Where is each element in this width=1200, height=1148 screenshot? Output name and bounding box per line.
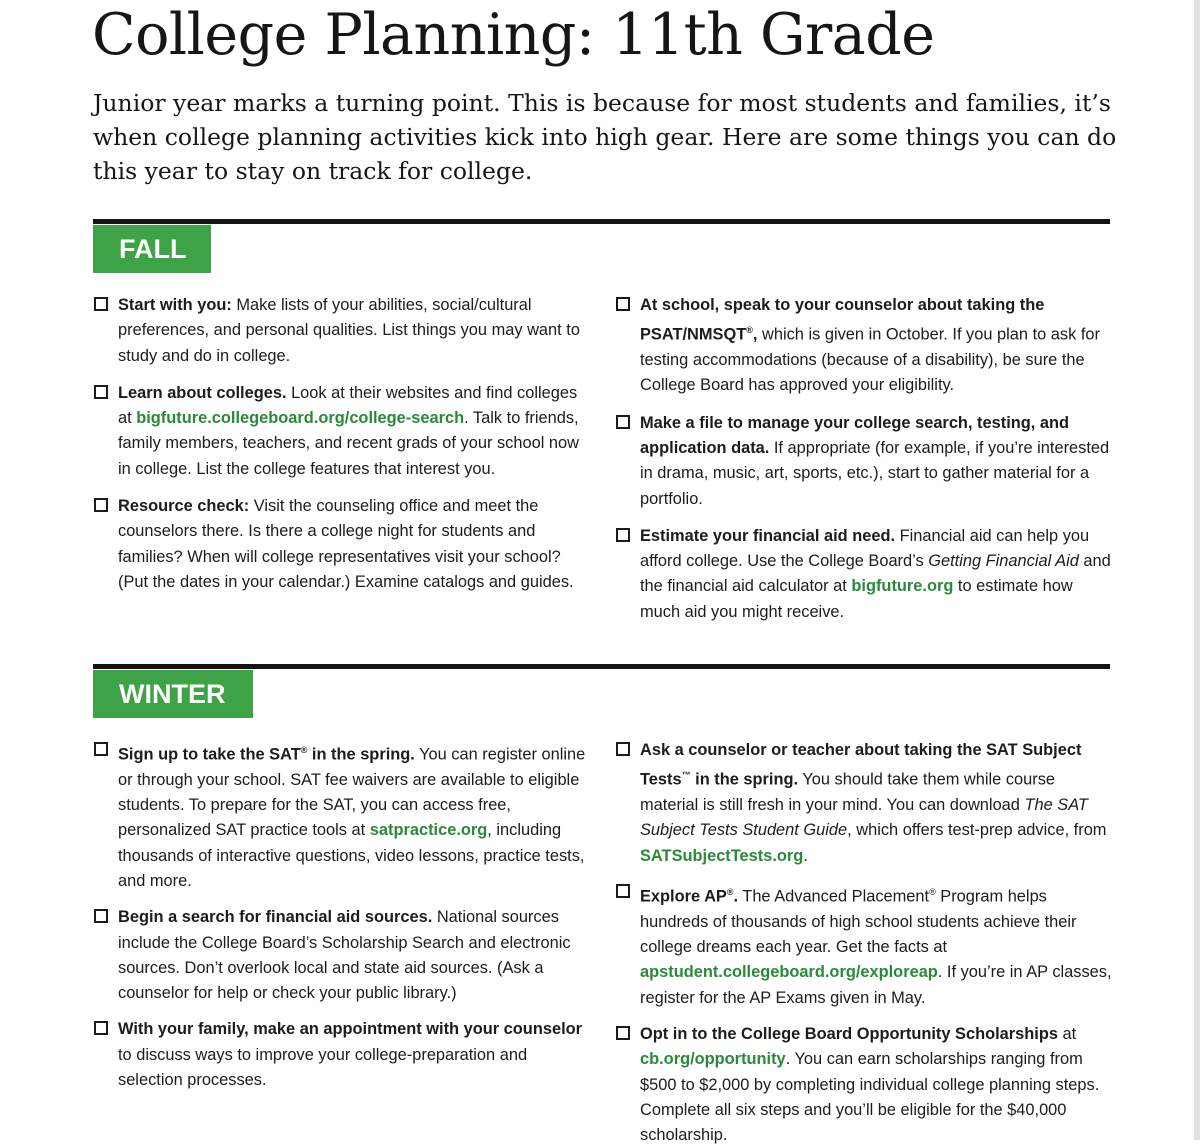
checklist-item-financial-aid-need: Estimate your financial aid need. Financial aid can help you afford college. Use the College Board’s Getting Financial Aid and the financial aid calculator at bigfuture.org to estimate how much aid you might receive. <box>615 524 1115 625</box>
fall-right-column <box>615 293 1115 625</box>
checklist-item-resource-check: Resource check: Visit the counseling office and meet the counselors there. Is there a college night for students and families? When will college representatives visit your school? (Put the dates in your calendar.) Examine catalogs and guides. <box>93 494 593 595</box>
checklist-item-financial-aid-sources: Begin a search for financial aid sources. National sources include the College Board’s Scholarship Search and electronic sources. Don’t overlook local and state aid sources. (Ask a counselor for help or check your public library.) <box>93 905 593 1006</box>
bigfuture-link[interactable]: bigfuture.org <box>851 577 954 596</box>
cb-opportunity-link[interactable]: cb.org/opportunity <box>640 1050 786 1069</box>
checklist-item-sat-subject-tests: Ask a counselor or teacher about taking the SAT Subject Tests™ in the spring. You should take them while course material is still fresh in your mind. You can download The SAT Subject Tests Student Guide, which offers test-prep advice, from SATSubjectTests.org. <box>615 738 1115 869</box>
checkbox-icon[interactable] <box>94 1021 108 1035</box>
checkbox-icon[interactable] <box>94 909 108 923</box>
winter-right-column <box>615 738 1115 1148</box>
checkbox-icon[interactable] <box>94 498 108 512</box>
page-title: College Planning: 11th Grade <box>92 2 935 68</box>
checklist-item-explore-ap: Explore AP®. The Advanced Placement® Program helps hundreds of thousands of high school students achieve their college dreams each year. Get the facts at apstudent.collegeboard.org/exploreap. If you’re in AP classes, register for the AP Exams given in May. <box>615 880 1115 1011</box>
checkbox-icon[interactable] <box>616 415 630 429</box>
college-search-link[interactable]: bigfuture.collegeboard.org/college-search <box>136 409 465 428</box>
sat-subject-tests-link[interactable]: SATSubjectTests.org <box>640 846 804 865</box>
fall-left-column <box>93 293 593 595</box>
checklist-item-make-a-file: Make a file to manage your college search, testing, and application data. If appropriate (for example, if you’re interested in drama, music, art, sports, etc.), start to gather material for a portfolio. <box>615 411 1115 512</box>
fall-heading: FALL <box>93 225 211 273</box>
checkbox-icon[interactable] <box>616 528 630 542</box>
checklist-item-start-with-you: Start with you: Make lists of your abilities, social/cultural preferences, and personal qualities. List things you may want to study and do in college. <box>93 293 593 369</box>
winter-divider <box>93 664 1110 669</box>
winter-heading: WINTER <box>93 670 253 718</box>
checkbox-icon[interactable] <box>616 1026 630 1040</box>
intro-paragraph: Junior year marks a turning point. This is because for most students and families, it’s when college planning activities kick into high gear. Here are some things you can do this year to stay on track for college. <box>93 89 1117 185</box>
page-edge <box>1194 0 1200 1140</box>
checkbox-icon[interactable] <box>94 742 108 756</box>
checklist-item-sign-up-sat: Sign up to take the SAT® in the spring. You can register online or through your school. SAT fee waivers are available to eligible students. To prepare for the SAT, you can access free, personalized SAT practice tools at satpractice.org, including thousands of interactive questions, video lessons, practice tests, and more. <box>93 738 593 894</box>
checkbox-icon[interactable] <box>616 742 630 756</box>
checklist-item-learn-about-colleges: Learn about colleges. Look at their websites and find colleges at bigfuture.collegeboard.org/college-search. Talk to friends, family members, teachers, and recent grads of your school now in college. List the college features that interest you. <box>93 381 593 482</box>
checklist-item-counselor-appointment: With your family, make an appointment with your counselor to discuss ways to improve your college-preparation and selection processes. <box>93 1017 593 1093</box>
checkbox-icon[interactable] <box>616 884 630 898</box>
checkbox-icon[interactable] <box>94 297 108 311</box>
checkbox-icon[interactable] <box>616 297 630 311</box>
checklist-item-psat: At school, speak to your counselor about taking the PSAT/NMSQT®, which is given in October. If you plan to ask for testing accommodations (because of a disability), be sure the College Board has approved your eligibility. <box>615 293 1115 399</box>
checkbox-icon[interactable] <box>94 385 108 399</box>
fall-divider <box>93 219 1110 224</box>
explore-ap-link[interactable]: apstudent.collegeboard.org/exploreap <box>640 963 938 982</box>
satpractice-link[interactable]: satpractice.org <box>369 821 488 840</box>
checklist-item-opportunity-scholarships: Opt in to the College Board Opportunity Scholarships at cb.org/opportunity. You can earn scholarships ranging from $500 to $2,000 by completing individual college planning steps. Complete all six steps and you’ll be eligible for the $40,000 scholarship. <box>615 1022 1115 1148</box>
winter-left-column <box>93 738 593 1093</box>
